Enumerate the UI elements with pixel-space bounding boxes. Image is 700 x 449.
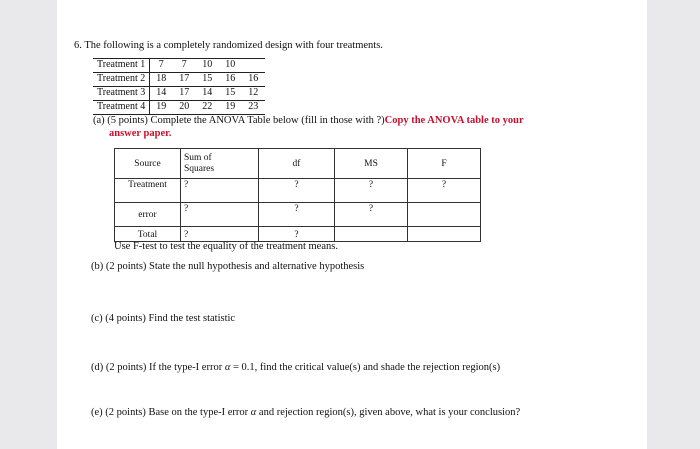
- anova-header-ss-line1: Sum of: [184, 153, 212, 164]
- anova-header-row: [115, 149, 481, 179]
- anova-cell-f: [408, 227, 481, 242]
- part-e: [91, 407, 520, 418]
- treatment-row: [93, 101, 265, 115]
- anova-cell-ms: [335, 227, 408, 242]
- anova-cell-source: Total: [115, 227, 181, 242]
- treatment-row: [93, 59, 265, 73]
- treatment-value: 19: [225, 101, 236, 112]
- treatment-value: 18: [156, 73, 167, 84]
- anova-cell-ss: ?: [181, 227, 259, 242]
- treatment-value: 16: [248, 73, 259, 84]
- part-d-prefix: (d) (2 points) If the type-I error: [91, 362, 223, 373]
- ftest-instruction: Use F-test to test the equality of the treatment means.: [114, 241, 338, 252]
- part-d-text: = 0.1, find the critical value(s) and shade the rejection region(s): [232, 362, 501, 373]
- anova-row-error: [115, 203, 481, 227]
- treatment-row: [93, 73, 265, 87]
- anova-cell-df: ?: [259, 203, 335, 227]
- treatment-value: 17: [179, 73, 190, 84]
- treatment-data-table: [93, 58, 265, 115]
- anova-header-source: Source: [115, 149, 181, 179]
- treatment-label: Treatment 3: [93, 87, 150, 101]
- anova-cell-source: error: [115, 203, 181, 227]
- anova-row-total: [115, 227, 481, 242]
- treatment-value: 15: [202, 73, 213, 84]
- question-intro: [74, 40, 383, 51]
- anova-cell-f: [408, 203, 481, 227]
- treatment-value: 20: [179, 101, 190, 112]
- anova-cell-ss: ?: [181, 179, 259, 203]
- treatment-value: 10: [225, 59, 236, 70]
- treatment-label: Treatment 1: [93, 59, 150, 73]
- alpha-symbol: α: [250, 407, 257, 418]
- treatment-value: 10: [202, 59, 213, 70]
- treatment-value: [242, 59, 265, 73]
- question-intro-text: The following is a completely randomized design with four treatments.: [84, 40, 383, 51]
- anova-cell-df: ?: [259, 227, 335, 242]
- anova-row-treatment: [115, 179, 481, 203]
- question-number: 6.: [74, 40, 82, 51]
- part-a-line1: [93, 115, 524, 126]
- part-a-prefix: (a) (5 points) Complete the ANOVA Table below (fill in those with ?): [93, 115, 385, 126]
- treatment-value: 19: [156, 101, 167, 112]
- treatment-value: 22: [202, 101, 213, 112]
- anova-header-ss: [181, 149, 259, 179]
- treatment-value: 17: [179, 87, 190, 98]
- anova-cell-f: ?: [408, 179, 481, 203]
- part-d: [91, 362, 500, 373]
- treatment-label: Treatment 4: [93, 101, 150, 115]
- anova-header-f: F: [408, 149, 481, 179]
- question-page: [57, 0, 647, 449]
- part-a-emphasis-line2: answer paper.: [109, 128, 172, 139]
- anova-cell-df: ?: [259, 179, 335, 203]
- anova-header-ms: MS: [335, 149, 408, 179]
- treatment-value: 12: [248, 87, 259, 98]
- treatment-label: Treatment 2: [93, 73, 150, 87]
- anova-cell-ss: ?: [181, 203, 259, 227]
- anova-header-df: df: [259, 149, 335, 179]
- part-b: (b) (2 points) State the null hypothesis and alternative hypothesis: [91, 261, 365, 272]
- part-e-suffix: and rejection region(s), given above, what is your conclusion?: [258, 407, 521, 418]
- treatment-value: 7: [158, 59, 164, 70]
- anova-cell-ms: ?: [335, 179, 408, 203]
- anova-header-ss-line2: Squares: [184, 163, 215, 174]
- treatment-value: 7: [181, 59, 187, 70]
- alpha-symbol: α: [224, 362, 231, 373]
- part-e-prefix: (e) (2 points) Base on the type-I error: [91, 407, 249, 418]
- anova-cell-source: Treatment: [115, 179, 181, 203]
- treatment-value: 15: [225, 87, 236, 98]
- treatment-value: 14: [156, 87, 167, 98]
- anova-table: [114, 148, 481, 242]
- treatment-row: [93, 87, 265, 101]
- treatment-value: 14: [202, 87, 213, 98]
- anova-cell-ms: ?: [335, 203, 408, 227]
- part-a-emphasis: Copy the ANOVA table to your: [384, 115, 524, 126]
- treatment-value: 16: [225, 73, 236, 84]
- part-c: (c) (4 points) Find the test statistic: [91, 313, 236, 324]
- treatment-value: 23: [248, 101, 259, 112]
